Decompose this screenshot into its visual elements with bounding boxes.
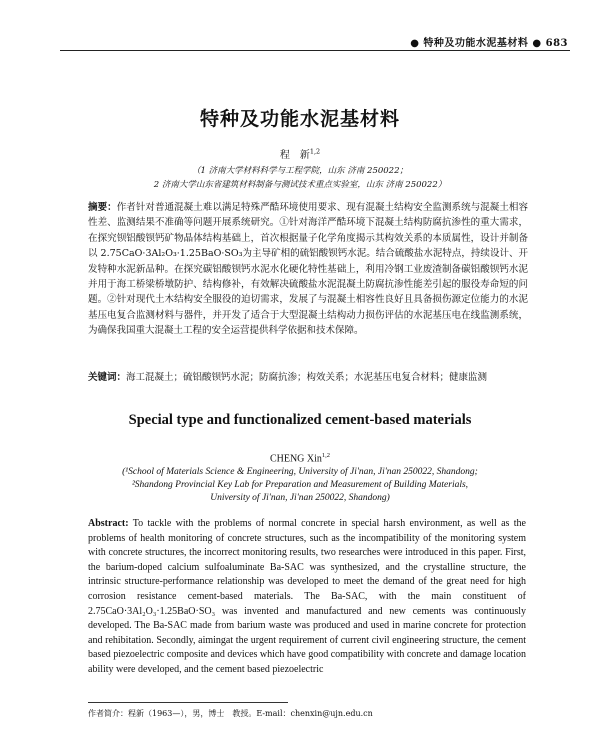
author-footnote: 作者简介：程新（1963—），男，博士 教授。E-mail：chenxin@ujn.edu.cn	[88, 709, 373, 718]
bullet-icon: ●	[410, 38, 420, 49]
en-abstract-text: To tackle with the problems of normal concrete in special harsh environment, as well as the problems of health monitoring of concrete structures, such as the incompatibility of the monitoring system with concrete structures, the incorrect monitoring results, two researches were introduced in this paper. First, the barium-doped calcium sulfoaluminate Ba-SAC was synthesized, and the crystalline structure, the intrinsic structure-performance relationship was developed to meet the demand of the great need for high corrosion resistance cement-based materials. The Ba-SAC, with the main constituent of 2.75CaO·3Al₂O₃·1.25BaO·SO₃ was invented and manufactured and new cements was continuously developed. The Ba-SAC made from barium waste was produced and used in marine concrete for protection and rehibitation. Secondly, aimingat the urgent requirement of current civil engineering structure, the cement based piezoelectric composite and devices which have good compatibility with concrete and damage location ability were developed, and the cement based piezoelectric	[88, 518, 526, 675]
en-author	[0, 452, 600, 464]
cn-affiliation-1: （1 济南大学材料科学与工程学院，山东 济南 250022；	[192, 166, 408, 176]
cn-author-sup: 1,2	[309, 147, 321, 156]
cn-keywords	[88, 370, 528, 385]
bullet-icon: ●	[532, 38, 542, 49]
en-affiliation-3: University of Ji'nan, Ji'nan 250022, Shandong)	[210, 493, 390, 503]
cn-keywords-label: 关键词：	[88, 372, 127, 383]
header-rule	[60, 50, 570, 51]
en-title: Special type and functionalized cement-based materials	[128, 412, 472, 428]
cn-author	[0, 146, 600, 161]
cn-keywords-text: 海工混凝土；硫铝酸钡钙水泥；防腐抗渗；构效关系；水泥基压电复合材料；健康监测	[126, 372, 488, 383]
cn-abstract-text: 作者针对普通混凝土难以满足特殊严酷环境使用要求、现有混凝土结构安全监测系统与混凝土相容性差、监测结果不准确等问题开展系统研究。①针对海洋严酷环境下混凝土结构防腐抗渗性的重大需求，在探究钡铝酸钡钙矿物晶体结构基础上，首次根据量子化学角度揭示其构效关系的本质属性，设计并制备以 2.75CaO·3Al₂O₃·1.25BaO·SO₃为主导矿相的硫铝酸钡钙水泥。结合硫酸盐水泥特点，持续设计、开发特种水泥新品种。在探究碳铝酸钡钙水泥水化硬化特性基础上，利用冷钢工业废渣制备碳铝酸钡钙水泥并用于海工桥梁桥墩防护、结构修补，有效解决硫酸盐水泥混凝土防腐抗渗性能差引起的服役寿命短的问题。②针对现代土木结构安全服役的迫切需求，发展了与混凝土相容性良好且具备损伤源定位能力的水泥基压电复合监测材料与器件，并开发了适合于大型混凝土结构动力损伤评估的水泥基压电在线监测系统，为确保我国重大混凝土工程的安全运营提供科学依据和技术保障。	[88, 202, 528, 337]
en-affiliation-2: ²Shandong Provincial Key Lab for Preparation and Measurement of Building Materials,	[131, 480, 469, 490]
cn-author-name: 程 新	[279, 150, 310, 161]
cn-abstract-label: 摘要：	[88, 202, 117, 213]
en-abstract	[88, 517, 526, 678]
en-author-sup: 1,2	[321, 452, 331, 459]
cn-title: 特种及功能水泥基材料	[199, 108, 400, 130]
en-author-name: CHENG Xin	[269, 453, 322, 465]
running-header	[0, 34, 600, 50]
journal-section: 特种及功能水泥基材料	[423, 38, 529, 49]
en-affiliation-1: (¹School of Materials Science & Engineering, University of Ji'nan, Ji'nan 250022, Shandong;	[122, 467, 478, 477]
en-abstract-label: Abstract:	[88, 518, 129, 529]
footnote-rule	[88, 702, 288, 703]
cn-abstract	[88, 200, 528, 339]
cn-affiliation-2: 2 济南大学山东省建筑材料制备与测试技术重点实验室，山东 济南 250022）	[153, 180, 447, 190]
page-number: 683	[545, 38, 568, 49]
